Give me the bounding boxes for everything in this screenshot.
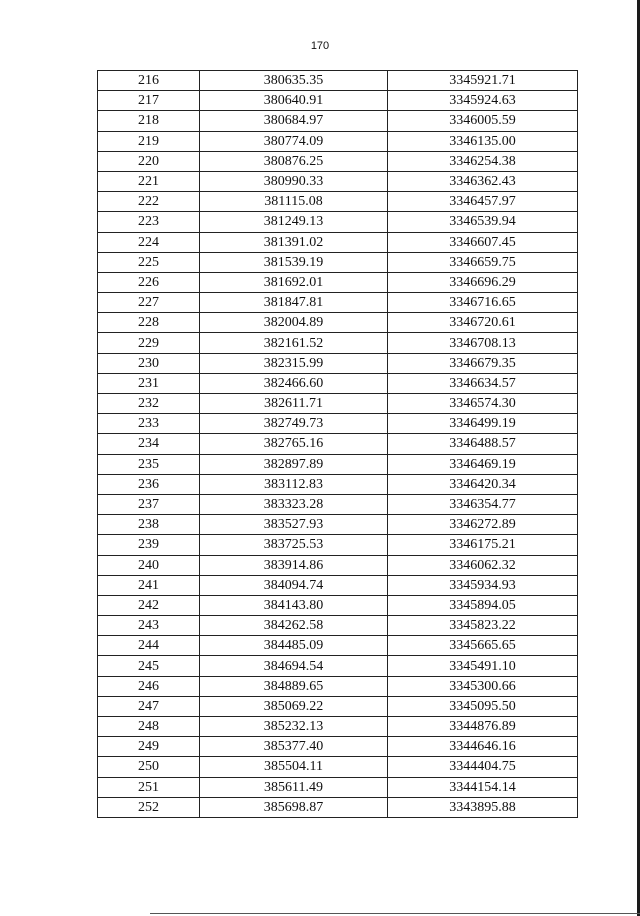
x-coordinate-cell: 384143.80 xyxy=(200,595,388,615)
table-row xyxy=(98,757,578,777)
point-number-cell: 217 xyxy=(98,91,200,111)
y-coordinate-cell: 3346696.29 xyxy=(388,272,578,292)
y-coordinate-cell: 3345300.66 xyxy=(388,676,578,696)
table-row xyxy=(98,91,578,111)
point-number-cell: 237 xyxy=(98,494,200,514)
x-coordinate-cell: 383323.28 xyxy=(200,494,388,514)
y-coordinate-cell: 3344876.89 xyxy=(388,717,578,737)
x-coordinate-cell: 384694.54 xyxy=(200,656,388,676)
table-row xyxy=(98,797,578,817)
y-coordinate-cell: 3345924.63 xyxy=(388,91,578,111)
table-row xyxy=(98,717,578,737)
y-coordinate-cell: 3346679.35 xyxy=(388,353,578,373)
table-row xyxy=(98,272,578,292)
page-number: 170 xyxy=(310,40,330,52)
x-coordinate-cell: 382315.99 xyxy=(200,353,388,373)
y-coordinate-cell: 3345894.05 xyxy=(388,595,578,615)
x-coordinate-cell: 381391.02 xyxy=(200,232,388,252)
table-row xyxy=(98,656,578,676)
x-coordinate-cell: 381249.13 xyxy=(200,212,388,232)
x-coordinate-cell: 385611.49 xyxy=(200,777,388,797)
table-row xyxy=(98,737,578,757)
x-coordinate-cell: 382161.52 xyxy=(200,333,388,353)
y-coordinate-cell: 3346488.57 xyxy=(388,434,578,454)
x-coordinate-cell: 381847.81 xyxy=(200,293,388,313)
x-coordinate-cell: 382466.60 xyxy=(200,373,388,393)
table-row xyxy=(98,777,578,797)
table-row xyxy=(98,636,578,656)
point-number-cell: 235 xyxy=(98,454,200,474)
y-coordinate-cell: 3346254.38 xyxy=(388,151,578,171)
point-number-cell: 227 xyxy=(98,293,200,313)
table-row xyxy=(98,212,578,232)
coordinate-table-body xyxy=(98,71,578,818)
x-coordinate-cell: 382611.71 xyxy=(200,394,388,414)
point-number-cell: 245 xyxy=(98,656,200,676)
table-row xyxy=(98,616,578,636)
y-coordinate-cell: 3343895.88 xyxy=(388,797,578,817)
table-row xyxy=(98,474,578,494)
y-coordinate-cell: 3345665.65 xyxy=(388,636,578,656)
point-number-cell: 223 xyxy=(98,212,200,232)
table-row xyxy=(98,515,578,535)
y-coordinate-cell: 3346005.59 xyxy=(388,111,578,131)
table-row xyxy=(98,353,578,373)
y-coordinate-cell: 3346420.34 xyxy=(388,474,578,494)
y-coordinate-cell: 3346175.21 xyxy=(388,535,578,555)
point-number-cell: 243 xyxy=(98,616,200,636)
x-coordinate-cell: 382765.16 xyxy=(200,434,388,454)
y-coordinate-cell: 3344404.75 xyxy=(388,757,578,777)
x-coordinate-cell: 380640.91 xyxy=(200,91,388,111)
point-number-cell: 244 xyxy=(98,636,200,656)
point-number-cell: 251 xyxy=(98,777,200,797)
table-row xyxy=(98,555,578,575)
y-coordinate-cell: 3346272.89 xyxy=(388,515,578,535)
x-coordinate-cell: 382004.89 xyxy=(200,313,388,333)
y-coordinate-cell: 3344646.16 xyxy=(388,737,578,757)
y-coordinate-cell: 3346574.30 xyxy=(388,394,578,414)
x-coordinate-cell: 385232.13 xyxy=(200,717,388,737)
point-number-cell: 216 xyxy=(98,71,200,91)
x-coordinate-cell: 381539.19 xyxy=(200,252,388,272)
x-coordinate-cell: 381115.08 xyxy=(200,192,388,212)
table-row xyxy=(98,696,578,716)
x-coordinate-cell: 384094.74 xyxy=(200,575,388,595)
x-coordinate-cell: 385698.87 xyxy=(200,797,388,817)
table-row xyxy=(98,252,578,272)
x-coordinate-cell: 384262.58 xyxy=(200,616,388,636)
table-row xyxy=(98,232,578,252)
table-row xyxy=(98,595,578,615)
x-coordinate-cell: 380876.25 xyxy=(200,151,388,171)
x-coordinate-cell: 381692.01 xyxy=(200,272,388,292)
table-row xyxy=(98,434,578,454)
point-number-cell: 229 xyxy=(98,333,200,353)
point-number-cell: 252 xyxy=(98,797,200,817)
table-row xyxy=(98,535,578,555)
x-coordinate-cell: 380990.33 xyxy=(200,171,388,191)
table-row xyxy=(98,313,578,333)
table-row xyxy=(98,373,578,393)
point-number-cell: 225 xyxy=(98,252,200,272)
point-number-cell: 241 xyxy=(98,575,200,595)
y-coordinate-cell: 3346457.97 xyxy=(388,192,578,212)
point-number-cell: 226 xyxy=(98,272,200,292)
point-number-cell: 219 xyxy=(98,131,200,151)
y-coordinate-cell: 3346469.19 xyxy=(388,454,578,474)
point-number-cell: 250 xyxy=(98,757,200,777)
y-coordinate-cell: 3346354.77 xyxy=(388,494,578,514)
point-number-cell: 218 xyxy=(98,111,200,131)
coordinate-table xyxy=(97,70,578,818)
point-number-cell: 220 xyxy=(98,151,200,171)
point-number-cell: 221 xyxy=(98,171,200,191)
y-coordinate-cell: 3346708.13 xyxy=(388,333,578,353)
table-row xyxy=(98,71,578,91)
table-row xyxy=(98,575,578,595)
point-number-cell: 248 xyxy=(98,717,200,737)
x-coordinate-cell: 382749.73 xyxy=(200,414,388,434)
point-number-cell: 230 xyxy=(98,353,200,373)
x-coordinate-cell: 383527.93 xyxy=(200,515,388,535)
y-coordinate-cell: 3346539.94 xyxy=(388,212,578,232)
table-row xyxy=(98,111,578,131)
y-coordinate-cell: 3346720.61 xyxy=(388,313,578,333)
point-number-cell: 231 xyxy=(98,373,200,393)
point-number-cell: 228 xyxy=(98,313,200,333)
table-row xyxy=(98,333,578,353)
table-row xyxy=(98,494,578,514)
table-row xyxy=(98,454,578,474)
table-row xyxy=(98,131,578,151)
y-coordinate-cell: 3346659.75 xyxy=(388,252,578,272)
x-coordinate-cell: 380774.09 xyxy=(200,131,388,151)
table-row xyxy=(98,676,578,696)
x-coordinate-cell: 385069.22 xyxy=(200,696,388,716)
table-row xyxy=(98,151,578,171)
table-row xyxy=(98,293,578,313)
point-number-cell: 246 xyxy=(98,676,200,696)
y-coordinate-cell: 3346607.45 xyxy=(388,232,578,252)
y-coordinate-cell: 3346135.00 xyxy=(388,131,578,151)
y-coordinate-cell: 3346499.19 xyxy=(388,414,578,434)
y-coordinate-cell: 3345921.71 xyxy=(388,71,578,91)
point-number-cell: 233 xyxy=(98,414,200,434)
point-number-cell: 238 xyxy=(98,515,200,535)
table-row xyxy=(98,171,578,191)
point-number-cell: 242 xyxy=(98,595,200,615)
point-number-cell: 236 xyxy=(98,474,200,494)
y-coordinate-cell: 3346716.65 xyxy=(388,293,578,313)
x-coordinate-cell: 384889.65 xyxy=(200,676,388,696)
y-coordinate-cell: 3346362.43 xyxy=(388,171,578,191)
y-coordinate-cell: 3345934.93 xyxy=(388,575,578,595)
y-coordinate-cell: 3346062.32 xyxy=(388,555,578,575)
scan-edge-bottom xyxy=(150,913,640,914)
x-coordinate-cell: 380684.97 xyxy=(200,111,388,131)
y-coordinate-cell: 3346634.57 xyxy=(388,373,578,393)
y-coordinate-cell: 3345095.50 xyxy=(388,696,578,716)
x-coordinate-cell: 385504.11 xyxy=(200,757,388,777)
table-row xyxy=(98,192,578,212)
table-row xyxy=(98,394,578,414)
point-number-cell: 249 xyxy=(98,737,200,757)
x-coordinate-cell: 383725.53 xyxy=(200,535,388,555)
point-number-cell: 247 xyxy=(98,696,200,716)
point-number-cell: 232 xyxy=(98,394,200,414)
point-number-cell: 224 xyxy=(98,232,200,252)
y-coordinate-cell: 3344154.14 xyxy=(388,777,578,797)
x-coordinate-cell: 383112.83 xyxy=(200,474,388,494)
point-number-cell: 239 xyxy=(98,535,200,555)
y-coordinate-cell: 3345491.10 xyxy=(388,656,578,676)
x-coordinate-cell: 383914.86 xyxy=(200,555,388,575)
y-coordinate-cell: 3345823.22 xyxy=(388,616,578,636)
point-number-cell: 240 xyxy=(98,555,200,575)
point-number-cell: 222 xyxy=(98,192,200,212)
x-coordinate-cell: 380635.35 xyxy=(200,71,388,91)
point-number-cell: 234 xyxy=(98,434,200,454)
x-coordinate-cell: 385377.40 xyxy=(200,737,388,757)
x-coordinate-cell: 382897.89 xyxy=(200,454,388,474)
x-coordinate-cell: 384485.09 xyxy=(200,636,388,656)
table-row xyxy=(98,414,578,434)
